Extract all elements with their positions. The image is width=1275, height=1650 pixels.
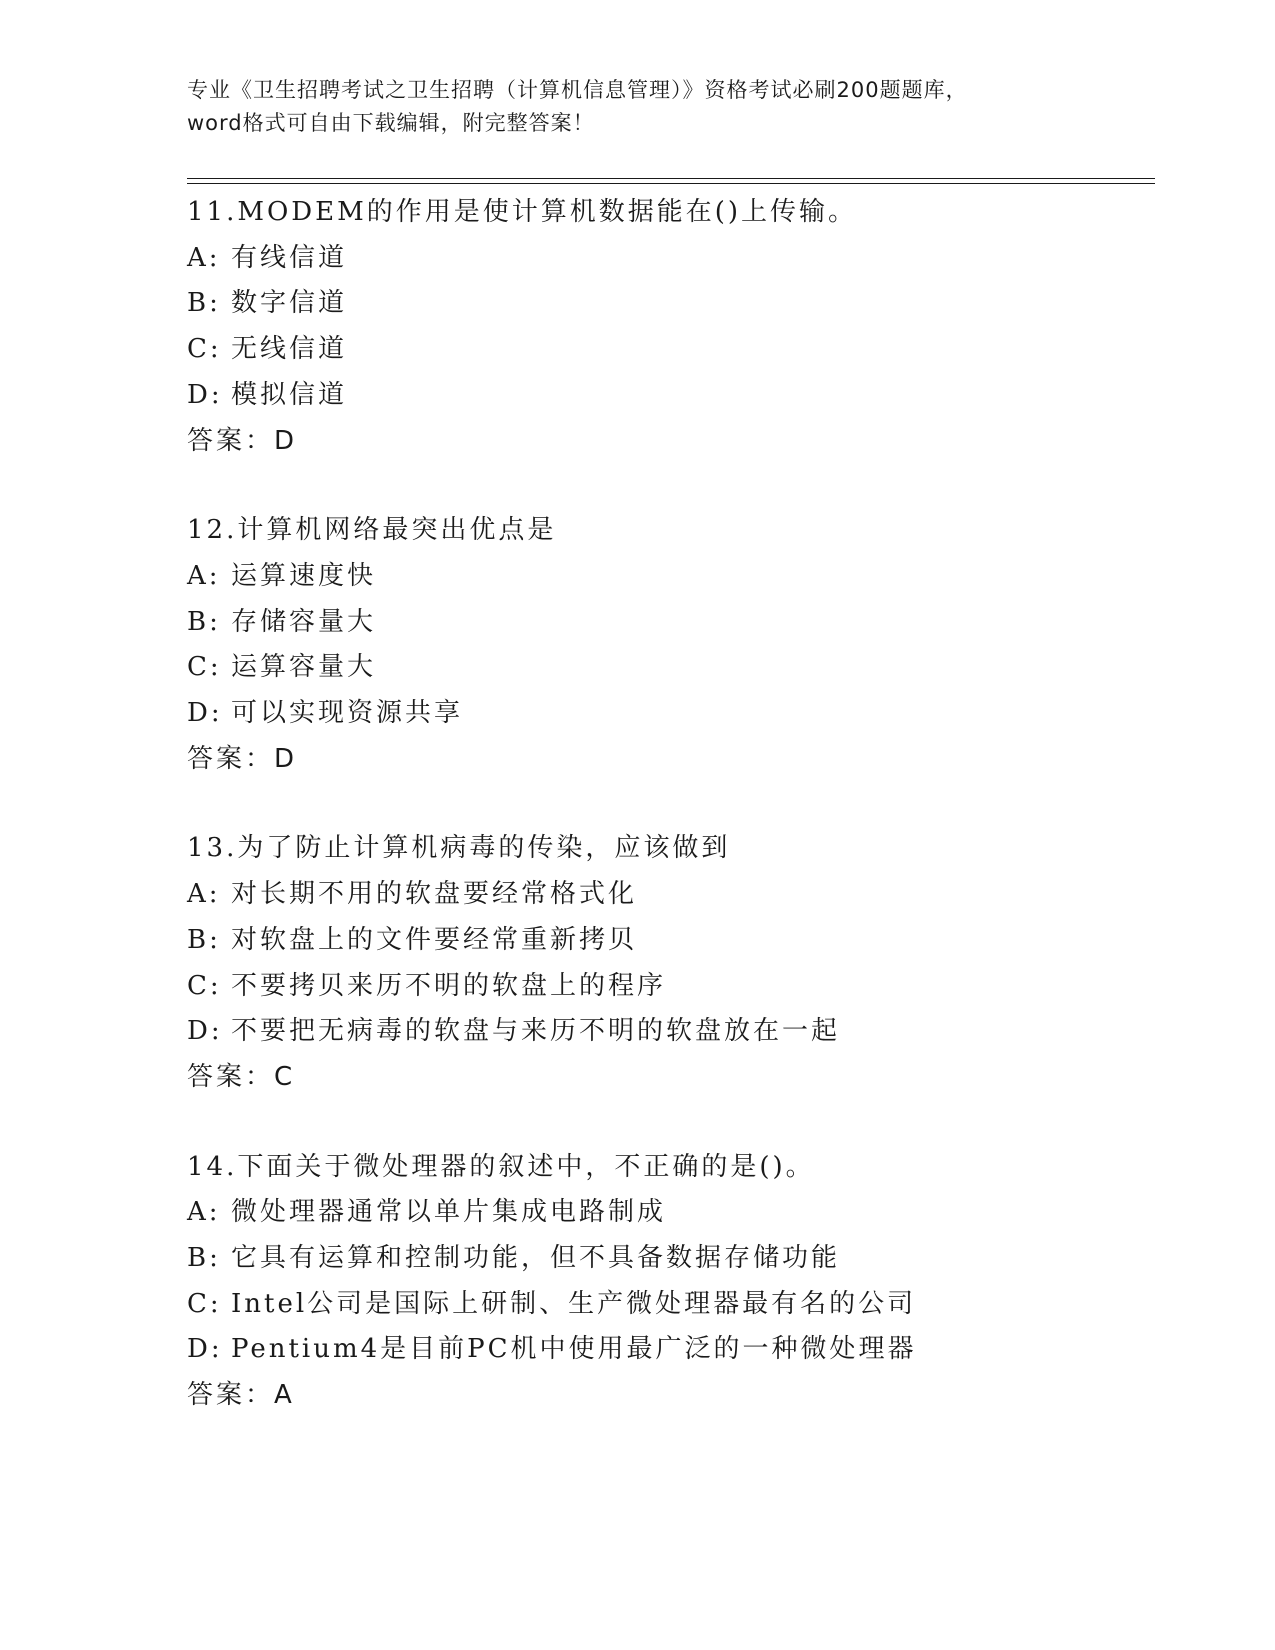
option-text: 微处理器通常以单片集成电路制成	[231, 1197, 667, 1228]
option-text: 对软盘上的文件要经常重新拷贝	[231, 924, 638, 955]
option-c	[187, 645, 1155, 691]
option-text: 数字信道	[231, 288, 348, 319]
answer-line: 答案：D	[187, 425, 298, 456]
option-letter: B:	[187, 288, 221, 319]
option-text: 运算容量大	[231, 652, 377, 683]
option-text: 运算速度快	[231, 560, 377, 591]
option-c	[187, 327, 1155, 373]
question-stem: 12.计算机网络最突出优点是	[187, 515, 557, 546]
option-a	[187, 554, 1155, 600]
option-text: 模拟信道	[231, 379, 348, 410]
question-stem: 11.MODEM的作用是使计算机数据能在()上传输。	[187, 197, 858, 227]
option-letter: C:	[187, 334, 222, 365]
option-letter: A:	[187, 1197, 221, 1228]
answer-line: 答案：C	[187, 1061, 296, 1092]
option-letter: C:	[187, 652, 222, 683]
option-text: Intel公司是国际上研制、生产微处理器最有名的公司	[231, 1288, 917, 1319]
document-header	[187, 74, 1087, 140]
option-b	[187, 918, 1155, 964]
option-letter: B:	[187, 924, 221, 955]
option-text: Pentium4是目前PC机中使用最广泛的一种微处理器	[231, 1334, 917, 1365]
header-divider-bottom	[187, 183, 1155, 184]
option-d	[187, 691, 1155, 737]
option-letter: A:	[187, 242, 221, 273]
option-letter: D:	[187, 1334, 223, 1365]
question-12	[187, 508, 1155, 782]
option-d	[187, 1327, 1155, 1373]
question-11	[187, 190, 1155, 464]
header-line-2: word格式可自由下载编辑，附完整答案！	[187, 111, 595, 135]
header-divider-top	[187, 178, 1155, 179]
option-letter: B:	[187, 606, 221, 637]
option-b	[187, 600, 1155, 646]
option-letter: A:	[187, 560, 221, 591]
answer-line: 答案：A	[187, 1380, 295, 1411]
option-letter: D:	[187, 1016, 223, 1047]
option-c	[187, 1282, 1155, 1328]
option-letter: D:	[187, 379, 223, 410]
option-text: 它具有运算和控制功能，但不具备数据存储功能	[231, 1243, 841, 1274]
option-c	[187, 964, 1155, 1010]
option-b	[187, 281, 1155, 327]
option-a	[187, 236, 1155, 282]
option-letter: C:	[187, 1288, 222, 1319]
option-text: 无线信道	[231, 334, 348, 365]
question-stem: 14.下面关于微处理器的叙述中，不正确的是()。	[187, 1151, 815, 1182]
option-text: 可以实现资源共享	[231, 698, 464, 729]
question-stem: 13.为了防止计算机病毒的传染，应该做到	[187, 833, 731, 864]
question-14	[187, 1145, 1155, 1419]
option-a	[187, 872, 1155, 918]
option-text: 不要把无病毒的软盘与来历不明的软盘放在一起	[231, 1016, 841, 1047]
option-d	[187, 1009, 1155, 1055]
option-letter: D:	[187, 698, 223, 729]
header-line-1: 专业《卫生招聘考试之卫生招聘（计算机信息管理）》资格考试必刷200题题库，	[187, 78, 968, 102]
option-text: 不要拷贝来历不明的软盘上的程序	[231, 970, 667, 1001]
question-13	[187, 826, 1155, 1100]
question-list	[187, 190, 1155, 1419]
option-letter: C:	[187, 970, 222, 1001]
option-letter: B:	[187, 1243, 221, 1274]
option-text: 有线信道	[231, 242, 348, 273]
option-d	[187, 373, 1155, 419]
option-b	[187, 1236, 1155, 1282]
answer-line: 答案：D	[187, 743, 298, 774]
option-a	[187, 1190, 1155, 1236]
option-letter: A:	[187, 879, 221, 910]
option-text: 存储容量大	[231, 606, 377, 637]
option-text: 对长期不用的软盘要经常格式化	[231, 879, 638, 910]
